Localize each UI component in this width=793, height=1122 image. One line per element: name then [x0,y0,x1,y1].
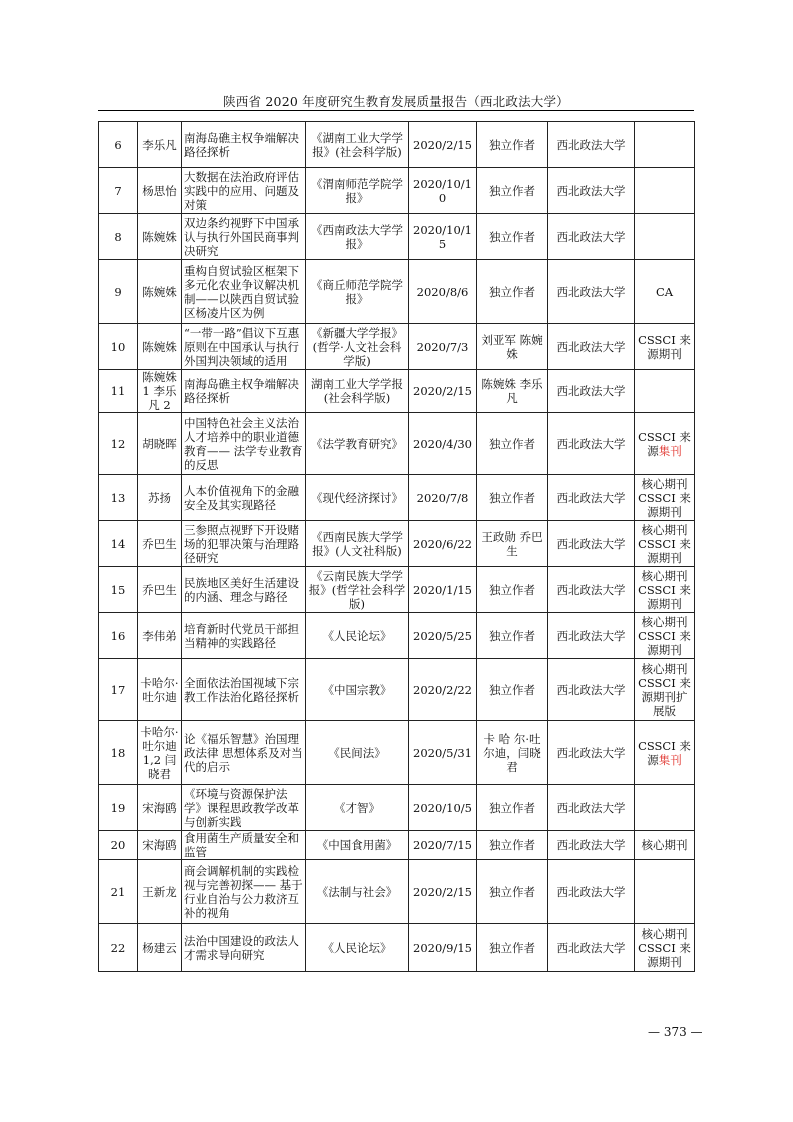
publish-date-cell [409,831,477,860]
journal-text: 《才智》 [334,800,380,815]
publish-date-text: 2020/2/15 [413,384,472,398]
author-cell [138,324,182,370]
journal-text: 《人民论坛》 [322,940,392,955]
publish-date-text: 2020/10/15 [413,222,472,251]
header-divider [98,110,694,111]
index-level-cell [635,567,695,613]
table-row [99,475,695,521]
index-level-text: 核心期刊 [641,838,688,852]
paper-title-text: 双边条约视野下中国承认与执行外国民商事判决研究 [184,215,299,258]
affiliation-cell [548,924,635,972]
index-level-cell [635,260,695,324]
author-text: 陈婉姝 [142,229,177,244]
publish-date-text: 2020/7/8 [416,490,469,505]
journal-text: 《法制与社会》 [316,884,398,899]
index-level-text: 核心期刊 CSSCI 来源期刊扩展版 [638,661,691,718]
publish-date-cell [409,860,477,924]
row-number-text: 8 [114,229,122,244]
table-row [99,659,695,721]
table-row [99,721,695,785]
row-number-cell [99,475,138,521]
affiliation-text: 西北政法大学 [556,339,626,354]
row-number-cell [99,122,138,168]
publish-date-cell [409,122,477,168]
paper-title-cell [182,831,306,860]
paper-title-cell [182,785,306,831]
index-level-text: 核心期刊 CSSCI 来源期刊 [638,614,691,657]
table-row [99,168,695,214]
table-body [99,122,695,972]
paper-title-text: 民族地区美好生活建设的内涵、理念与路径 [184,575,299,604]
table-row [99,324,695,370]
affiliation-cell [548,721,635,785]
paper-title-text: 人本价值视角下的金融安全及其实现路径 [184,483,299,512]
table-row [99,521,695,567]
author-role-text: 独立作者 [489,137,535,152]
author-text: 胡晓晖 [142,436,177,451]
row-number-cell [99,924,138,972]
author-text: 杨建云 [142,940,177,955]
row-number-cell [99,613,138,659]
journal-cell [306,659,409,721]
author-cell [138,613,182,659]
index-level-cell [635,168,695,214]
row-number-text: 14 [110,536,126,551]
index-level-cell [635,413,695,475]
author-text: 卡哈尔·吐尔迪 1,2 闫晓君 [140,724,179,781]
affiliation-text: 西北政法大学 [556,536,626,551]
author-role-cell [477,785,548,831]
author-role-text: 独立作者 [489,800,535,815]
author-role-cell [477,168,548,214]
author-role-cell [477,860,548,924]
author-cell [138,860,182,924]
index-level-cell [635,659,695,721]
journal-cell [306,475,409,521]
paper-title-cell [182,613,306,659]
row-number-text: 18 [110,745,126,760]
affiliation-cell [548,413,635,475]
paper-title-text: 《环境与资源保护法学》课程思政教学改革与创新实践 [184,786,299,829]
paper-title-text: 南海岛礁主权争端解决路径探析 [184,377,299,405]
publish-date-text: 2020/5/31 [413,745,472,760]
author-cell [138,567,182,613]
author-role-cell [477,122,548,168]
affiliation-cell [548,521,635,567]
author-text: 宋海鸥 [142,800,177,815]
paper-title-text: 食用菌生产质量安全和监管 [184,831,299,859]
author-role-text: 独立作者 [489,940,535,955]
index-highlight-text: 集刊 [658,752,682,767]
affiliation-text: 西北政法大学 [556,183,626,198]
author-role-text: 独立作者 [489,628,535,643]
publish-date-text: 2020/10/5 [413,800,472,815]
paper-title-cell [182,860,306,924]
row-number-cell [99,214,138,260]
affiliation-cell [548,567,635,613]
row-number-cell [99,370,138,413]
affiliation-cell [548,785,635,831]
publish-date-cell [409,721,477,785]
index-level-text: CSSCI 来源 [638,429,691,458]
author-text: 王新龙 [142,884,177,899]
author-role-text: 刘亚军 陈婉姝 [481,332,543,361]
affiliation-text: 西北政法大学 [556,838,626,852]
journal-text: 《渭南师范学院学报》 [311,176,403,205]
index-level-cell [635,831,695,860]
publish-date-cell [409,613,477,659]
table-row [99,260,695,324]
paper-title-cell [182,475,306,521]
row-number-cell [99,785,138,831]
index-level-cell [635,521,695,567]
paper-title-text: 法治中国建设的政法人才需求导向研究 [184,933,299,962]
table-row [99,122,695,168]
affiliation-text: 西北政法大学 [556,490,626,505]
author-cell [138,659,182,721]
author-text: 李伟弟 [142,628,177,643]
affiliation-cell [548,475,635,521]
affiliation-text: 西北政法大学 [556,884,626,899]
index-level-text: CSSCI 来源 [638,738,691,767]
index-level-cell [635,860,695,924]
author-role-text: 独立作者 [489,436,535,451]
row-number-cell [99,860,138,924]
index-level-cell [635,324,695,370]
publish-date-cell [409,475,477,521]
author-role-cell [477,214,548,260]
paper-title-text: 重构自贸试验区框架下多元化农业争议解决机制——以陕西自贸试验区杨凌片区为例 [184,263,299,320]
paper-title-cell [182,659,306,721]
table-row [99,370,695,413]
author-role-text: 独立作者 [489,490,535,505]
journal-cell [306,521,409,567]
publish-date-cell [409,168,477,214]
table-row [99,924,695,972]
paper-title-cell [182,721,306,785]
row-number-text: 13 [110,490,126,505]
row-number-text: 6 [114,137,122,152]
paper-title-text: “一带一路”倡议下互惠原则在中国承认与执行外国判决领域的适用 [184,325,300,368]
author-role-cell [477,831,548,860]
paper-title-cell [182,521,306,567]
author-role-text: 卡 哈 尔·吐尔迪，闫晓君 [483,731,541,774]
author-text: 宋海鸥 [142,838,177,852]
journal-cell [306,860,409,924]
affiliation-cell [548,168,635,214]
row-number-cell [99,324,138,370]
author-role-text: 独立作者 [489,884,535,899]
paper-title-cell [182,370,306,413]
publish-date-cell [409,413,477,475]
author-text: 陈婉姝 1 李乐凡 2 [142,370,177,412]
row-number-cell [99,721,138,785]
publish-date-cell [409,370,477,413]
affiliation-cell [548,324,635,370]
publish-date-text: 2020/8/6 [416,284,469,299]
index-level-text: 核心期刊 CSSCI 来源期刊 [638,568,691,611]
author-role-text: 独立作者 [489,838,535,852]
journal-cell [306,567,409,613]
affiliation-text: 西北政法大学 [556,800,626,815]
affiliation-text: 西北政法大学 [556,384,626,398]
row-number-text: 22 [110,940,126,955]
affiliation-cell [548,370,635,413]
author-role-text: 王政勋 乔巴生 [481,529,543,558]
publish-date-cell [409,214,477,260]
author-cell [138,721,182,785]
affiliation-text: 西北政法大学 [556,682,626,697]
row-number-text: 17 [110,682,126,697]
affiliation-text: 西北政法大学 [556,284,626,299]
journal-text: 《新疆大学学报》(哲学·人文社会科学版) [311,325,403,368]
journal-text: 《中国宗教》 [322,682,392,697]
journal-cell [306,924,409,972]
publish-date-cell [409,521,477,567]
index-level-text: 核心期刊 CSSCI 来源期刊 [638,476,691,519]
journal-text: 《云南民族大学学报》(哲学社会科学版) [308,568,406,611]
author-role-text: 独立作者 [489,229,535,244]
publish-date-text: 2020/1/15 [413,582,472,597]
row-number-cell [99,521,138,567]
journal-cell [306,214,409,260]
publish-date-text: 2020/7/3 [416,339,469,354]
paper-title-cell [182,413,306,475]
author-role-cell [477,567,548,613]
row-number-text: 7 [114,183,122,198]
author-cell [138,260,182,324]
author-cell [138,831,182,860]
index-level-text: 核心期刊 CSSCI 来源期刊 [638,926,691,969]
paper-title-cell [182,168,306,214]
row-number-cell [99,413,138,475]
author-cell [138,924,182,972]
index-level-cell [635,214,695,260]
row-number-text: 9 [114,284,122,299]
author-text: 卡哈尔·吐尔迪 [140,675,179,704]
row-number-cell [99,831,138,860]
publish-date-cell [409,324,477,370]
affiliation-cell [548,860,635,924]
author-role-cell [477,413,548,475]
journal-cell [306,831,409,860]
author-role-cell [477,475,548,521]
publish-date-text: 2020/2/15 [413,137,472,152]
affiliation-cell [548,122,635,168]
index-level-text: 核心期刊 CSSCI 来源期刊 [638,522,691,565]
affiliation-text: 西北政法大学 [556,229,626,244]
journal-text: 《湖南工业大学学报》(社会科学版) [311,130,403,159]
publish-date-text: 2020/5/25 [413,628,472,643]
affiliation-text: 西北政法大学 [556,628,626,643]
paper-title-cell [182,567,306,613]
paper-title-text: 南海岛礁主权争端解决路径探析 [184,130,299,159]
index-level-cell [635,924,695,972]
journal-text: 《法学教育研究》 [311,436,403,451]
author-role-cell [477,324,548,370]
affiliation-text: 西北政法大学 [556,745,626,760]
author-cell [138,122,182,168]
paper-title-text: 全面依法治国视域下宗教工作法治化路径探析 [184,675,299,704]
author-cell [138,168,182,214]
index-highlight-text: 集刊 [658,443,682,458]
author-cell [138,475,182,521]
publish-date-text: 2020/4/30 [413,436,472,451]
publish-date-cell [409,260,477,324]
row-number-text: 21 [110,884,126,899]
index-level-cell [635,785,695,831]
journal-cell [306,324,409,370]
affiliation-text: 西北政法大学 [556,582,626,597]
table-row [99,413,695,475]
journal-text: 《人民论坛》 [322,628,392,643]
row-number-text: 10 [110,339,126,354]
author-role-cell [477,721,548,785]
author-role-cell [477,924,548,972]
table-row [99,860,695,924]
row-number-text: 15 [110,582,126,597]
author-role-text: 陈婉姝 李乐凡 [481,377,543,405]
author-cell [138,521,182,567]
paper-title-text: 中国特色社会主义法治人才培养中的职业道德教育—— 法学专业教育的反思 [184,415,303,472]
paper-title-cell [182,324,306,370]
author-role-text: 独立作者 [489,183,535,198]
author-role-cell [477,659,548,721]
journal-cell [306,613,409,659]
author-cell [138,370,182,413]
author-text: 李乐凡 [142,137,177,152]
index-level-cell [635,122,695,168]
author-role-cell [477,260,548,324]
journal-cell [306,260,409,324]
author-text: 苏扬 [148,490,171,505]
author-text: 陈婉姝 [142,339,177,354]
table-row [99,613,695,659]
publish-date-text: 2020/2/15 [413,884,472,899]
author-role-cell [477,521,548,567]
publish-date-cell [409,924,477,972]
paper-title-text: 商会调解机制的实践检视与完善初探—— 基于行业自治与公力救济互补的视角 [184,863,303,920]
index-level-cell [635,475,695,521]
author-role-text: 独立作者 [489,682,535,697]
publish-date-text: 2020/7/15 [413,838,472,852]
author-role-cell [477,370,548,413]
affiliation-cell [548,214,635,260]
publish-date-cell [409,659,477,721]
author-cell [138,413,182,475]
journal-cell [306,413,409,475]
journal-cell [306,370,409,413]
journal-text: 《西南政法大学学报》 [311,222,403,251]
index-level-cell [635,370,695,413]
journal-text: 《商丘师范学院学报》 [311,277,403,306]
affiliation-cell [548,831,635,860]
page-number: — 373 — [648,1025,703,1039]
author-role-text: 独立作者 [489,284,535,299]
journal-text: 《现代经济探讨》 [311,490,403,505]
affiliation-cell [548,613,635,659]
author-role-cell [477,613,548,659]
author-text: 陈婉姝 [142,284,177,299]
author-text: 乔巴生 [142,582,177,597]
publish-date-cell [409,785,477,831]
paper-title-cell [182,924,306,972]
author-cell [138,785,182,831]
table-row [99,214,695,260]
author-cell [138,214,182,260]
author-text: 杨思怡 [142,183,177,198]
affiliation-text: 西北政法大学 [556,137,626,152]
journal-text: 湖南工业大学学报(社会科学版) [311,377,403,405]
journal-cell [306,168,409,214]
page-header: 陕西省 2020 年度研究生教育发展质量报告（西北政法大学） [223,94,569,109]
publish-date-text: 2020/9/15 [413,940,472,955]
row-number-text: 19 [110,800,126,815]
row-number-cell [99,168,138,214]
row-number-text: 16 [110,628,126,643]
index-level-cell [635,613,695,659]
paper-title-cell [182,260,306,324]
paper-title-text: 论《福乐智慧》治国理政法律 思想体系及对当代的启示 [184,731,303,774]
affiliation-cell [548,260,635,324]
paper-title-text: 培育新时代党员干部担当精神的实践路径 [184,621,299,650]
author-text: 乔巴生 [142,536,177,551]
table-row [99,567,695,613]
row-number-cell [99,260,138,324]
paper-title-cell [182,214,306,260]
index-level-text: CSSCI 来源期刊 [638,332,691,361]
publications-table [98,121,695,972]
publish-date-text: 2020/6/22 [413,536,472,551]
index-level-text: CA [655,284,674,299]
table-row [99,831,695,860]
publish-date-text: 2020/10/10 [413,176,472,205]
publish-date-text: 2020/2/22 [413,682,472,697]
publish-date-cell [409,567,477,613]
table-row [99,785,695,831]
journal-cell [306,785,409,831]
journal-cell [306,721,409,785]
journal-cell [306,122,409,168]
affiliation-text: 西北政法大学 [556,436,626,451]
paper-title-text: 三参照点视野下开设赌场的犯罪决策与治理路径研究 [184,522,299,565]
row-number-cell [99,567,138,613]
journal-text: 《中国食用菌》 [316,838,398,852]
journal-text: 《西南民族大学学报》(人文社科版) [311,529,403,558]
paper-title-text: 大数据在法治政府评估实践中的应用、问题及对策 [184,169,299,212]
journal-text: 《民间法》 [328,745,386,760]
affiliation-text: 西北政法大学 [556,940,626,955]
index-level-cell [635,721,695,785]
row-number-text: 20 [110,838,126,852]
author-role-text: 独立作者 [489,582,535,597]
paper-title-cell [182,122,306,168]
affiliation-cell [548,659,635,721]
row-number-text: 12 [110,436,126,451]
row-number-cell [99,659,138,721]
row-number-text: 11 [110,384,126,398]
